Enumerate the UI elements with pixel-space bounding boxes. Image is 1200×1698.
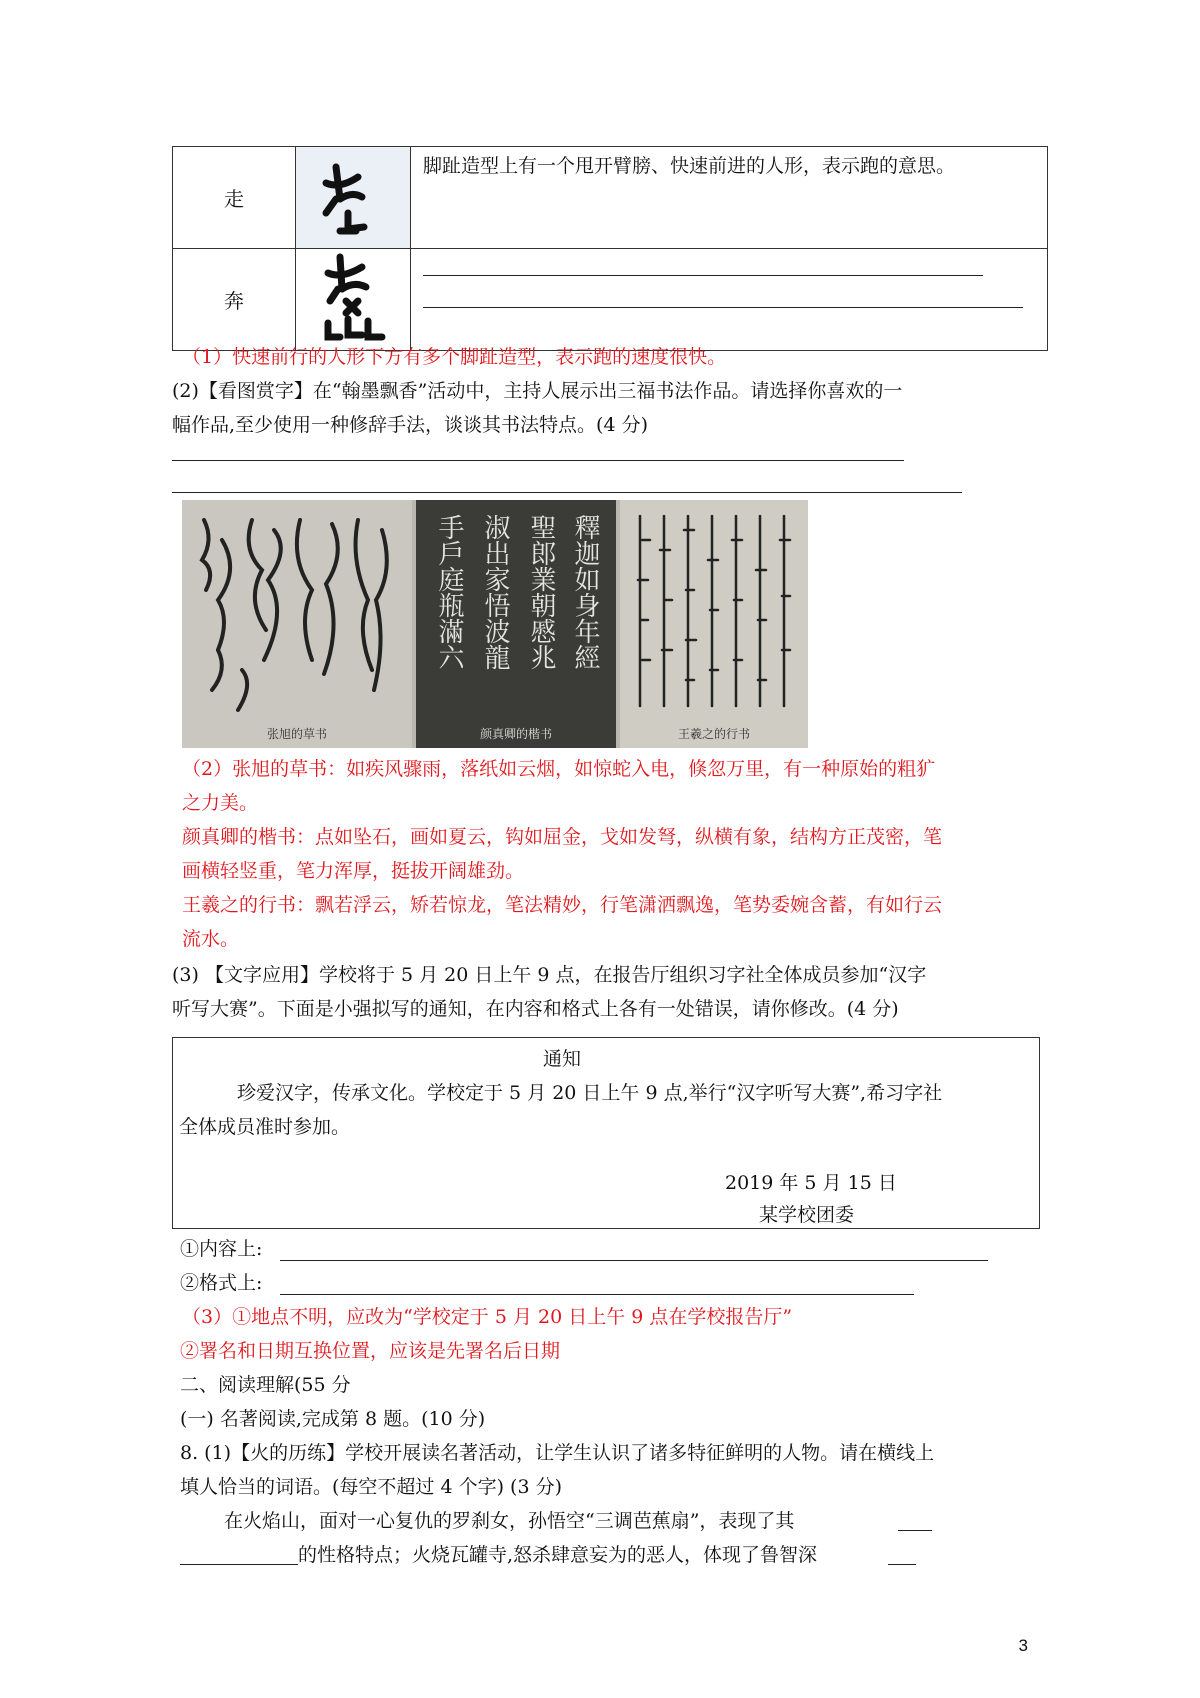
format-answer-blank[interactable] [280,1294,914,1295]
notice-body-line2: 全体成员准时参加。 [179,1116,351,1138]
xingshu-panel [620,500,808,748]
answer-2-line3: 颜真卿的楷书：点如坠石，画如夏云，钩如屈金，戈如发弩，纵横有象，结构方正茂密，笔 [182,826,943,848]
answer-blank[interactable] [172,460,904,461]
caoshu-panel [182,500,412,748]
kaishu-col: 聖郎業朝慼兆 [526,514,556,670]
question-8-line4: 的性格特点；火烧瓦罐寺,怒杀肆意妄为的恶人，体现了鲁智深 [298,1544,818,1566]
answer-blank[interactable] [423,275,983,276]
char-cell: 走 [173,147,296,249]
notice-title: 通知 [543,1048,582,1070]
answer-2-line2: 之力美。 [182,792,259,814]
answer-blank[interactable] [423,307,1023,308]
kaishu-col: 釋迦如身年經 [570,514,600,670]
caption-zhangxu: 张旭的草书 [266,727,327,741]
desc-cell: 脚趾造型上有一个甩开臂膀、快速前进的人形，表示跑的意思。 [411,147,1048,249]
answer-1: （1）快速前行的人形下方有多个脚趾造型，表示跑的速度很快。 [182,346,727,368]
kaishu-col: 手戶庭瓶滿六 [434,514,464,670]
content-label: ①内容上: [180,1238,263,1260]
answer-2-line6: 流水。 [182,928,240,950]
fill-blank[interactable] [888,1564,916,1565]
answer-3-line2: ②署名和日期互换位置，应该是先署名后日期 [180,1340,561,1362]
calligraphy-photos [182,500,808,748]
table-row [173,147,1048,249]
question-2-line2: 幅作品,至少使用一种修辞手法，谈谈其书法特点。(4 分) [172,414,648,436]
kaishu-col: 淑出家悟波龍 [480,514,510,670]
content-answer-blank[interactable] [280,1260,988,1261]
char-cell: 奔 [173,249,296,351]
fill-blank[interactable] [180,1564,298,1565]
question-8-line1: 8. (1)【火的历练】学校开展读名著活动，让学生认识了诸多特征鲜明的人物。请在横线上 [180,1442,935,1464]
desc-blank-cell [411,249,1048,351]
oracle-ben-icon [296,249,411,351]
answer-2-line4: 画横轻竖重，笔力浑厚，挺拔开阔雄劲。 [182,860,525,882]
section-heading: 二、阅读理解(55 分 [180,1374,351,1396]
notice-signer: 某学校团委 [759,1204,855,1226]
answer-2-line1: （2）张旭的草书：如疾风骤雨，落纸如云烟，如惊蛇入电，倏忽万里，有一种原始的粗犷 [182,758,936,780]
notice-date: 2019 年 5 月 15 日 [725,1172,897,1194]
question-8-line2: 填人恰当的词语。(每空不超过 4 个字) (3 分) [180,1476,562,1498]
caption-wangxizhi: 王羲之的行书 [677,727,750,741]
fill-blank[interactable] [898,1530,932,1531]
subsection-heading: (一) 名著阅读,完成第 8 题。(10 分) [180,1408,486,1430]
format-label: ②格式上: [180,1272,263,1294]
notice-body-line1: 珍爱汉字，传承文化。学校定于 5 月 20 日上午 9 点,举行“汉字听写大赛”,希习字社 [237,1082,943,1104]
question-3-line1: (3) 【文字应用】学校将于 5 月 20 日上午 9 点，在报告厅组织习字社全体成员参加“汉字 [172,964,927,986]
oracle-zou-icon [296,147,411,249]
question-2-line1: (2)【看图赏字】在“翰墨飘香”活动中，主持人展示出三福书法作品。请选择你喜欢的一 [172,380,903,402]
kaishu-panel [416,500,616,748]
answer-3-line1: （3）①地点不明，应改为“学校定于 5 月 20 日上午 9 点在学校报告厅” [182,1306,793,1328]
answer-2-line5: 王羲之的行书：飘若浮云，矫若惊龙，笔法精妙，行笔潇洒飘逸，笔势委婉含蓄，有如行云 [182,894,943,916]
page-number: 3 [1018,1636,1028,1655]
question-8-line3: 在火焰山，面对一心复仇的罗刹女，孙悟空“三调芭蕉扇”，表现了其 [224,1510,795,1532]
notice-box [172,1037,1040,1229]
answer-blank[interactable] [172,492,962,493]
caption-yanzhenqing: 颜真卿的楷书 [479,727,552,741]
oracle-glyph-table [172,146,1048,351]
table-row [173,249,1048,351]
question-3-line2: 听写大赛”。下面是小强拟写的通知，在内容和格式上各有一处错误，请你修改。(4 分) [172,998,899,1020]
